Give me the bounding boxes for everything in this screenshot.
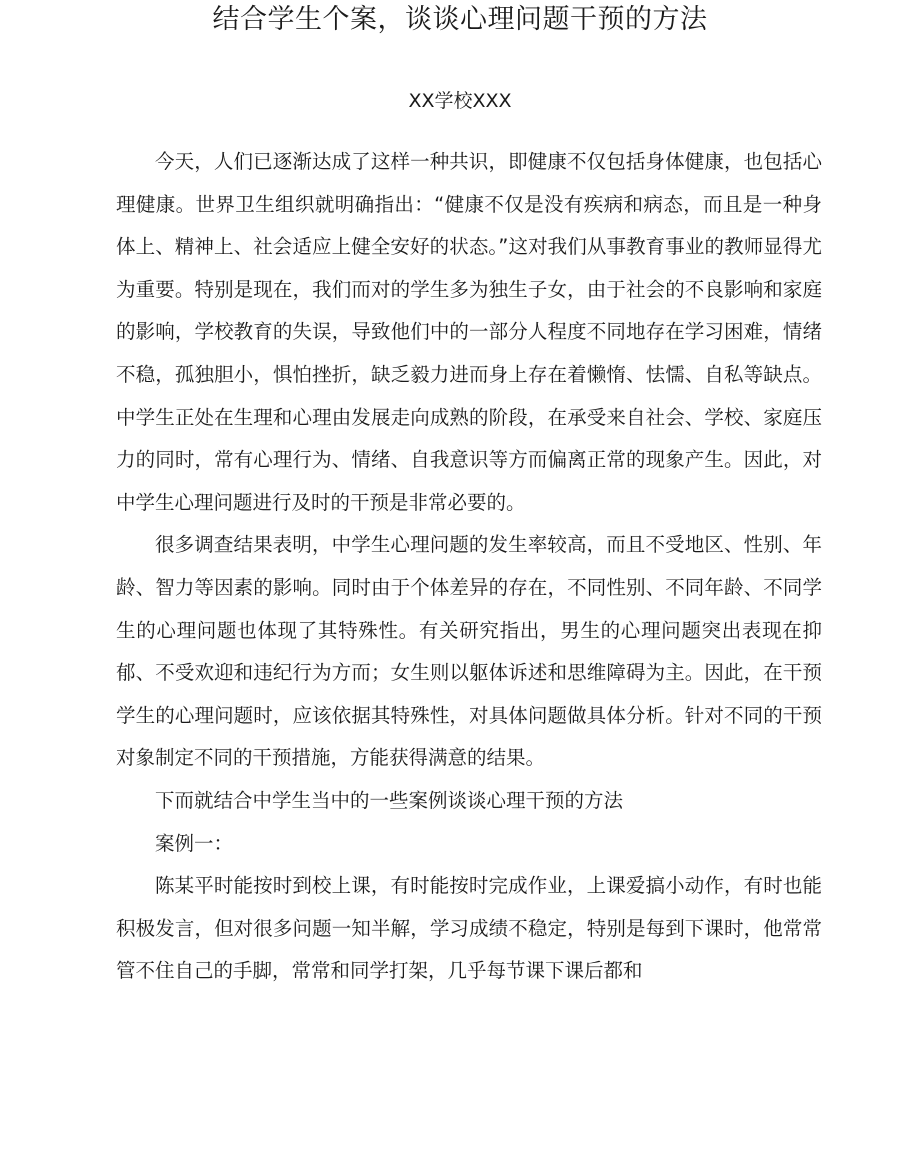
document-title: 结合学生个案，谈谈心理问题干预的方法 <box>212 4 708 35</box>
document-body <box>116 141 822 993</box>
paragraph-lead-in: 下而就结合中学生当中的一些案例谈谈心理干预的方法 <box>155 788 624 812</box>
paragraph-survey: 很多调查结果表明，中学生心理问题的发生率较高，而且不受地区、性别、年龄、智力等因素的影响。同时由于个体差异的存在，不同性别、不同年龄、不同学生的心理问题也体现了其特殊性。有关研究指出，男生的心理问题突出表现在抑郁、不受欢迎和违纪行为方而；女生则以躯体诉述和思维障碍为主。因此，在干预学生的心理问题时，应该依据其特殊性，对具体问题做具体分析。针对不同的干预对象制定不同的干预措施，方能获得满意的结果。 <box>116 533 822 770</box>
case-heading: 案例一： <box>155 831 234 855</box>
paragraph-intro: 今天，人们已逐渐达成了这样一种共识，即健康不仅包括身体健康，也包括心理健康。世界卫生组织就明确指出：“健康不仅是没有疾病和病态，而且是一种身体上、精神上、社会适应上健全安好的状态。”这对我们从事教育事业的教师显得尤为重要。特别是现在，我们而对的学生多为独生子女，由于社会的不良影响和家庭的影响，学校教育的失误，导致他们中的一部分人程度不同地存在学习困难，情绪不稳，孤独胆小，惧怕挫折，缺乏毅力进而身上存在着懒惰、怯懦、自私等缺点。中学生正处在生理和心理由发展走向成熟的阶段，在承受来自社会、学校、家庭压力的同时，常有心理行为、情绪、自我意识等方而偏离正常的现象产生。因此，对中学生心理问题进行及时的干预是非常必要的。 <box>116 150 822 514</box>
paragraph-case-one: 陈某平时能按时到校上课，有时能按时完成作业，上课爱搞小动作，有时也能积极发言，但对很多问题一知半解，学习成绩不稳定，特别是每到下课时，他常常管不住自己的手脚，常常和同学打架，几乎每节课下课后都和 <box>116 874 822 983</box>
document-author: XX学校XXX <box>408 90 512 112</box>
